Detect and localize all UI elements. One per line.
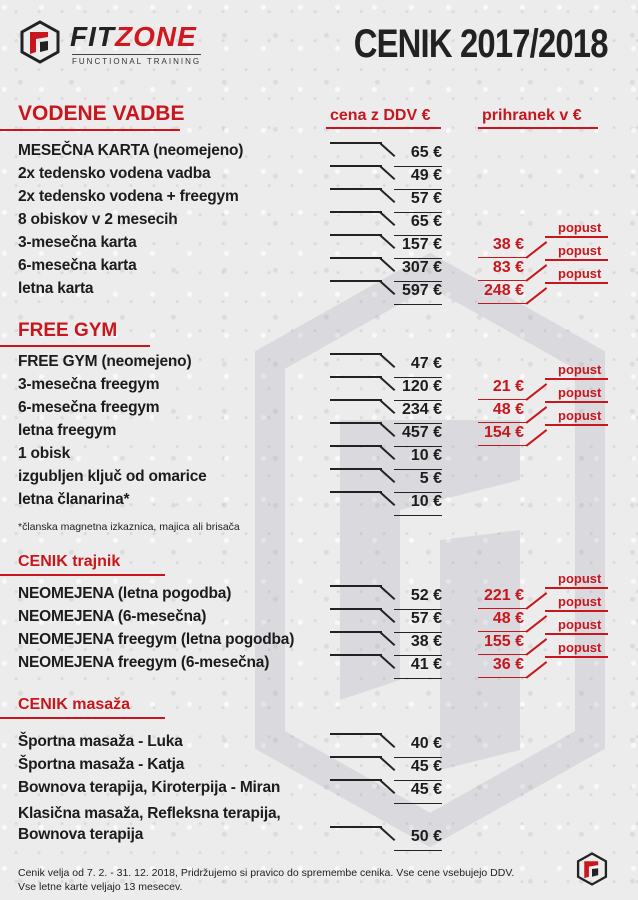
discount-amount: 21 € [492,378,524,395]
discount-label: popust [558,362,602,377]
price-value [330,610,442,630]
fitzone-logo [18,18,218,70]
price-amount: 41 € [410,656,442,673]
price-value [330,167,442,187]
price-amount: 10 € [410,493,442,510]
price-amount: 45 € [410,758,442,775]
price-value [330,355,442,375]
price-value [330,633,442,653]
price-item-label: NEOMEJENA freegym (6-mesečna) [18,654,270,671]
discount-amount: 48 € [492,401,524,418]
discount-amount: 38 € [492,236,524,253]
price-amount: 40 € [410,735,442,752]
price-item-label: Klasična masaža, Refleksna terapija, [18,805,281,822]
price-item-label: izgubljen ključ od omarice [18,468,207,485]
footer-line-1: Cenik velja od 7. 2. - 31. 12. 2018, Pridržujemo si pravico do spremembe cenika. Vse cene vsebujejo DDV. [18,867,515,879]
price-item-label: Športna masaža - Katja [18,756,185,773]
price-value [330,493,442,513]
price-value [330,470,442,490]
discount-label: popust [558,385,602,400]
price-value [330,781,442,801]
price-amount: 65 € [410,144,442,161]
price-item-label: letna freegym [18,422,117,439]
price-value [330,213,442,233]
price-item-label: 1 obisk [18,445,71,462]
price-item-label: Bownova terapija, Kiroterpija - Miran [18,779,281,796]
price-item-label: 8 obiskov v 2 mesecih [18,211,178,228]
discount-label: popust [558,408,602,423]
section-free-gym: FREE GYM [18,320,117,342]
discount-amount: 155 € [483,633,524,650]
price-value [330,758,442,778]
price-value [330,828,442,848]
price-amount: 5 € [419,470,442,487]
price-value [330,378,442,398]
price-amount: 10 € [410,447,442,464]
price-value [330,190,442,210]
price-amount: 57 € [410,610,442,627]
price-amount: 307 € [401,259,442,276]
section-cenik-trajnik: CENIK trajnik [18,553,120,571]
discount-label: popust [558,220,602,235]
footer-text [18,866,514,894]
price-amount: 52 € [410,587,442,604]
price-value [330,656,442,676]
price-amount: 45 € [410,781,442,798]
price-item-label: FREE GYM (neomejeno) [18,353,192,370]
price-amount: 597 € [401,282,442,299]
price-amount: 457 € [401,424,442,441]
price-item-label: Bownova terapija [18,826,144,843]
discount-amount: 48 € [492,610,524,627]
price-amount: 47 € [410,355,442,372]
price-amount: 120 € [401,378,442,395]
price-amount: 57 € [410,190,442,207]
price-value [330,735,442,755]
discount-amount: 36 € [492,656,524,673]
footer-line-2: Vse letne karte veljajo 13 mesecev. [18,881,183,893]
price-item-label: MESEČNA KARTA (neomejeno) [18,142,244,159]
price-amount: 65 € [410,213,442,230]
price-amount: 38 € [410,633,442,650]
price-value [330,259,442,279]
discount-amount: 248 € [483,282,524,299]
price-amount: 234 € [401,401,442,418]
page-title: CENIK 2017/2018 [354,22,608,66]
price-item-label: letna karta [18,280,94,297]
price-item-label: NEOMEJENA (6-mesečna) [18,608,207,625]
brand-name: FITZONE [70,21,197,52]
membership-note: *članska magnetna izkaznica, majica ali brisača [18,521,240,533]
price-amount: 157 € [401,236,442,253]
price-item-label: 3-mesečna karta [18,234,137,251]
section-cenik-masaza: CENIK masaža [18,696,130,714]
discount-amount: 83 € [492,259,524,276]
discount-amount: 221 € [483,587,524,604]
discount-label: popust [558,266,602,281]
price-item-label: 2x tedensko vodena vadba [18,165,211,182]
price-value [330,282,442,302]
price-item-label: 3-mesečna freegym [18,376,160,393]
price-item-label: 2x tedensko vodena + freegym [18,188,239,205]
price-amount: 49 € [410,167,442,184]
price-item-label: 6-mesečna freegym [18,399,160,416]
fitzone-footer-emblem-icon [575,852,609,886]
discount-label: popust [558,571,602,586]
price-item-label: letna članarina* [18,491,130,508]
brand-tagline: FUNCTIONAL TRAINING [72,54,201,66]
price-value [330,587,442,607]
price-value [330,401,442,421]
column-header-price: cena z DDV € [330,107,430,125]
section-vodene-vadbe: VODENE VADBE [18,102,184,126]
discount-amount: 154 € [483,424,524,441]
discount-label: popust [558,617,602,632]
price-value [330,447,442,467]
price-amount: 50 € [410,828,442,845]
price-item-label: NEOMEJENA freegym (letna pogodba) [18,631,295,648]
price-item-label: Športna masaža - Luka [18,733,183,750]
price-value [330,144,442,164]
discount-label: popust [558,243,602,258]
discount-label: popust [558,640,602,655]
price-item-label: 6-mesečna karta [18,257,137,274]
column-header-savings: prihranek v € [482,107,582,125]
fitzone-emblem-icon [18,20,62,64]
discount-label: popust [558,594,602,609]
price-value [330,424,442,444]
price-item-label: NEOMEJENA (letna pogodba) [18,585,232,602]
price-value [330,236,442,256]
